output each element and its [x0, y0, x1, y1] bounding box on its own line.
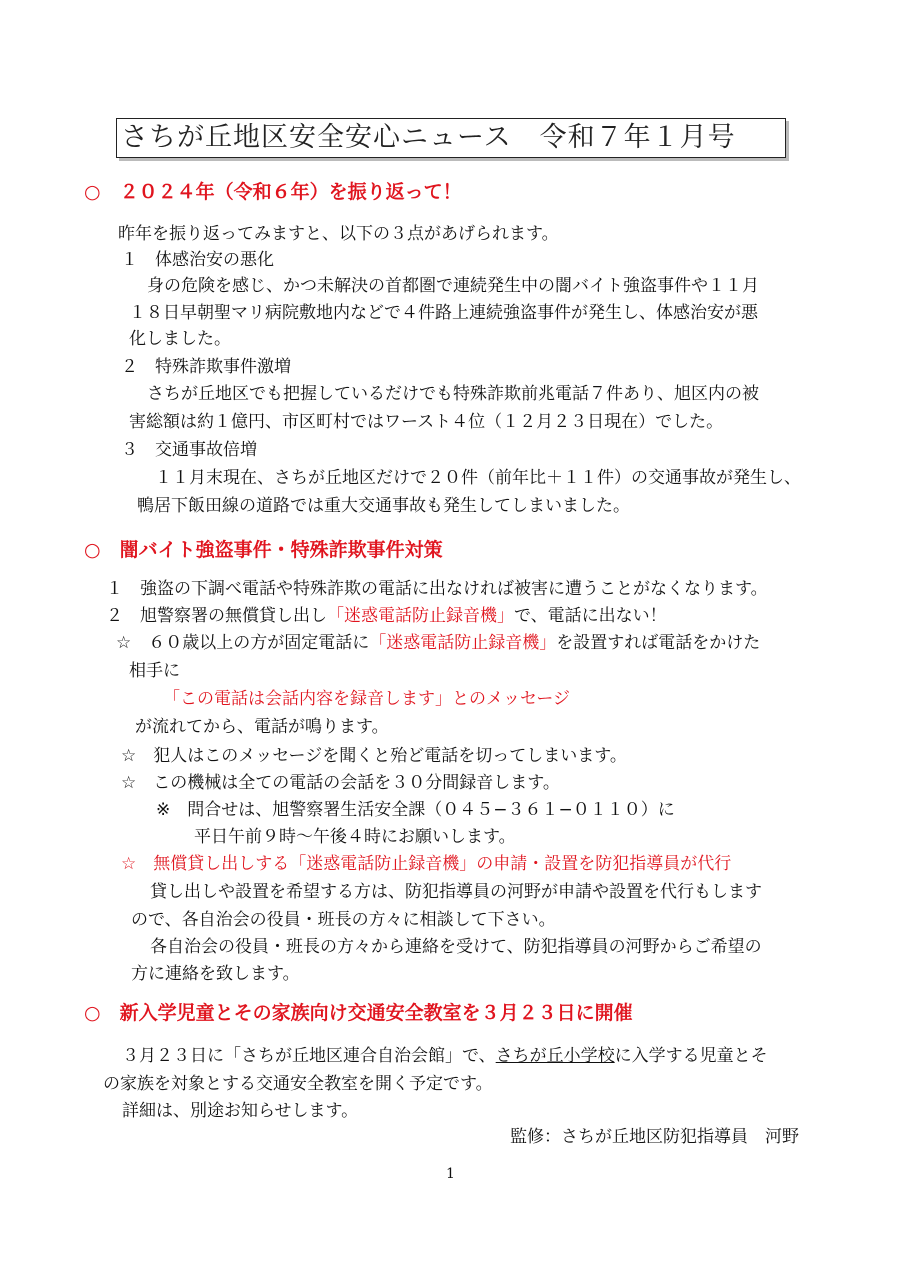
section2-line2: [106, 605, 667, 627]
section2-star1-a: ☆ ６０歳以上の方が固定電話に: [116, 633, 370, 653]
section2-message: 「この電話は会話内容を録音します」とのメッセージ: [163, 689, 570, 709]
page-number: 1: [446, 1166, 455, 1182]
section2-heading: ○ 闇バイト強盗事件・特殊詐欺事件対策: [84, 539, 443, 561]
section2-star1-line4: が流れてから、電話が鳴ります。: [135, 717, 389, 737]
section2-star1-device: 「迷惑電話防止録音機」: [369, 633, 557, 653]
section2-note-line1: ※ 問合せは、旭警察署生活安全課（０４５−３６１−０１１０）に: [156, 800, 675, 820]
section2-star3: ☆ この機械は全ての電話の会話を３０分間録音します。: [121, 773, 560, 793]
section1-item1-title: １ 体感治安の悪化: [121, 250, 274, 270]
section2-star1: [116, 632, 760, 654]
section3-line1-c: に入学する児童とそ: [614, 1046, 768, 1066]
section2-star1-line2: 相手に: [129, 661, 180, 681]
section2-star2: ☆ 犯人はこのメッセージを聞くと殆ど電話を切ってしまいます。: [121, 746, 627, 766]
section1-item3-line1: １１月末現在、さちが丘地区だけで２０件（前年比＋１１件）の交通事故が発生し、: [155, 468, 801, 488]
section2-note-line2: 平日午前９時〜午後４時にお願いします。: [194, 827, 516, 847]
section1-item3-line2: 鴨居下飯田線の道路では重大交通事故も発生してしまいました。: [137, 496, 630, 516]
section1-heading: ○ ２０２４年（令和６年）を振り返って！: [84, 181, 462, 203]
section3-heading: ○ 新入学児童とその家族向け交通安全教室を３月２３日に開催: [84, 1002, 633, 1024]
section2-line1: １ 強盗の下調べ電話や特殊詐欺の電話に出なければ被害に遭うことがなくなります。: [106, 579, 768, 599]
page-title: さちが丘地区安全安心ニュース 令和７年１月号: [121, 122, 736, 153]
section1-intro: 昨年を振り返ってみますと、以下の３点があげられます。: [118, 224, 559, 244]
section1-item2-title: ２ 特殊詐欺事件激増: [121, 357, 291, 377]
section2-star4: ☆ 無償貸し出しする「迷惑電話防止録音機」の申請・設置を防犯指導員が代行: [121, 854, 732, 874]
section2-para1-line1: 貸し出しや設置を希望する方は、防犯指導員の河野が申請や設置を代行もします: [150, 882, 762, 902]
section3-line1: [122, 1045, 768, 1067]
section3-line1-a: ３月２３日に「さちが丘地区連合自治会館」で、: [122, 1046, 496, 1066]
section3-line3: 詳細は、別途お知らせします。: [122, 1101, 359, 1121]
section3-school-name: さちが丘小学校: [495, 1046, 615, 1066]
section1-item2-line2: 害総額は約１億円、市区町村ではワースト４位（１２月２３日現在）でした。: [129, 412, 724, 432]
section2-star1-c: を設置すれば電話をかけた: [556, 633, 761, 653]
section1-item1-line1: 身の危険を感じ、かつ未解決の首都圏で連続発生中の闇バイト強盗事件や１１月: [147, 276, 759, 296]
section1-item2-line1: さちが丘地区でも把握しているだけでも特殊詐欺前兆電話７件あり、旭区内の被: [147, 384, 759, 404]
section2-line2-a: ２ 旭警察署の無償貸し出し: [106, 606, 327, 626]
section3-line2: の家族を対象とする交通安全教室を開く予定です。: [103, 1074, 493, 1094]
section2-para2-line1: 各自治会の役員・班長の方々から連絡を受けて、防犯指導員の河野からご希望の: [150, 937, 762, 957]
section1-item3-title: ３ 交通事故倍増: [121, 440, 257, 460]
supervisor-credit: 監修：さちが丘地区防犯指導員 河野: [510, 1127, 799, 1147]
section2-line2-device: 「迷惑電話防止録音機」: [327, 606, 514, 626]
section1-item1-line3: 化しました。: [129, 329, 231, 349]
section2-para2-line2: 方に連絡を致します。: [131, 964, 300, 984]
section2-line2-c: で、電話に出ない！: [514, 606, 667, 626]
section1-item1-line2: １８日早朝聖マリ病院敷地内などで４件路上連続強盗事件が発生し、体感治安が悪: [129, 303, 758, 323]
section2-para1-line2: ので、各自治会の役員・班長の方々に相談して下さい。: [131, 910, 556, 930]
